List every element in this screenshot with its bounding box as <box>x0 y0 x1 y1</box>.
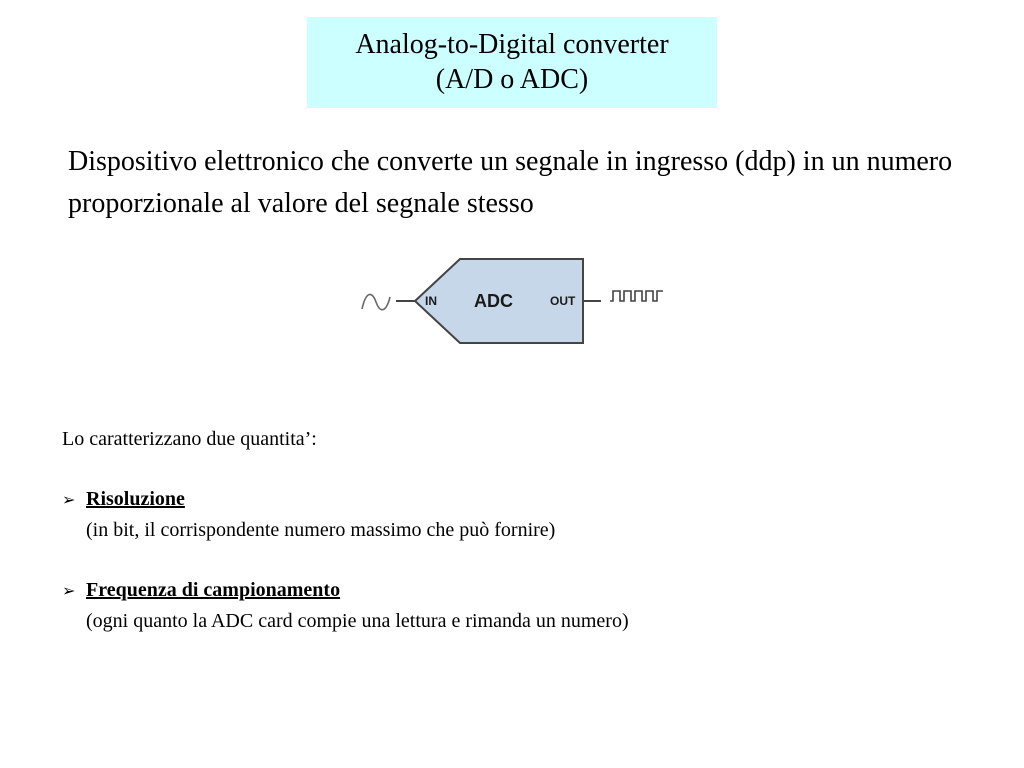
adc-label: ADC <box>474 291 513 311</box>
bullet-term-sampling-frequency: Frequenza di campionamento <box>86 579 341 601</box>
square-wave-icon <box>610 291 663 301</box>
definition-text: Dispositivo elettronico che converte un segnale in ingresso (ddp) in un numero proporzionale al valore del segnale stesso <box>68 146 953 219</box>
slide-subtitle: (A/D o ADC) <box>435 64 589 95</box>
title-box <box>307 17 717 108</box>
spacer <box>62 545 962 575</box>
bullet-description-resolution: (in bit, il corrispondente numero massimo che può fornire) <box>86 519 556 541</box>
arrow-bullet-icon: ➢ <box>62 490 76 509</box>
bullet-item <box>62 575 962 606</box>
arrow-bullet-icon: ➢ <box>62 581 76 600</box>
spacer <box>62 454 962 484</box>
in-label: IN <box>425 294 437 308</box>
adc-diagram <box>358 255 670 351</box>
bullet-item <box>62 484 962 515</box>
bullet-description-sampling-frequency: (ogni quanto la ADC card compie una lettura e rimanda un numero) <box>86 610 629 632</box>
out-label: OUT <box>550 294 576 308</box>
intro-text: Lo caratterizzano due quantita’: <box>62 428 317 450</box>
characteristics-section <box>62 424 962 636</box>
bullet-term-resolution: Risoluzione <box>86 488 185 510</box>
slide-title: Analog-to-Digital converter <box>355 29 669 60</box>
sine-wave-icon <box>362 294 390 309</box>
